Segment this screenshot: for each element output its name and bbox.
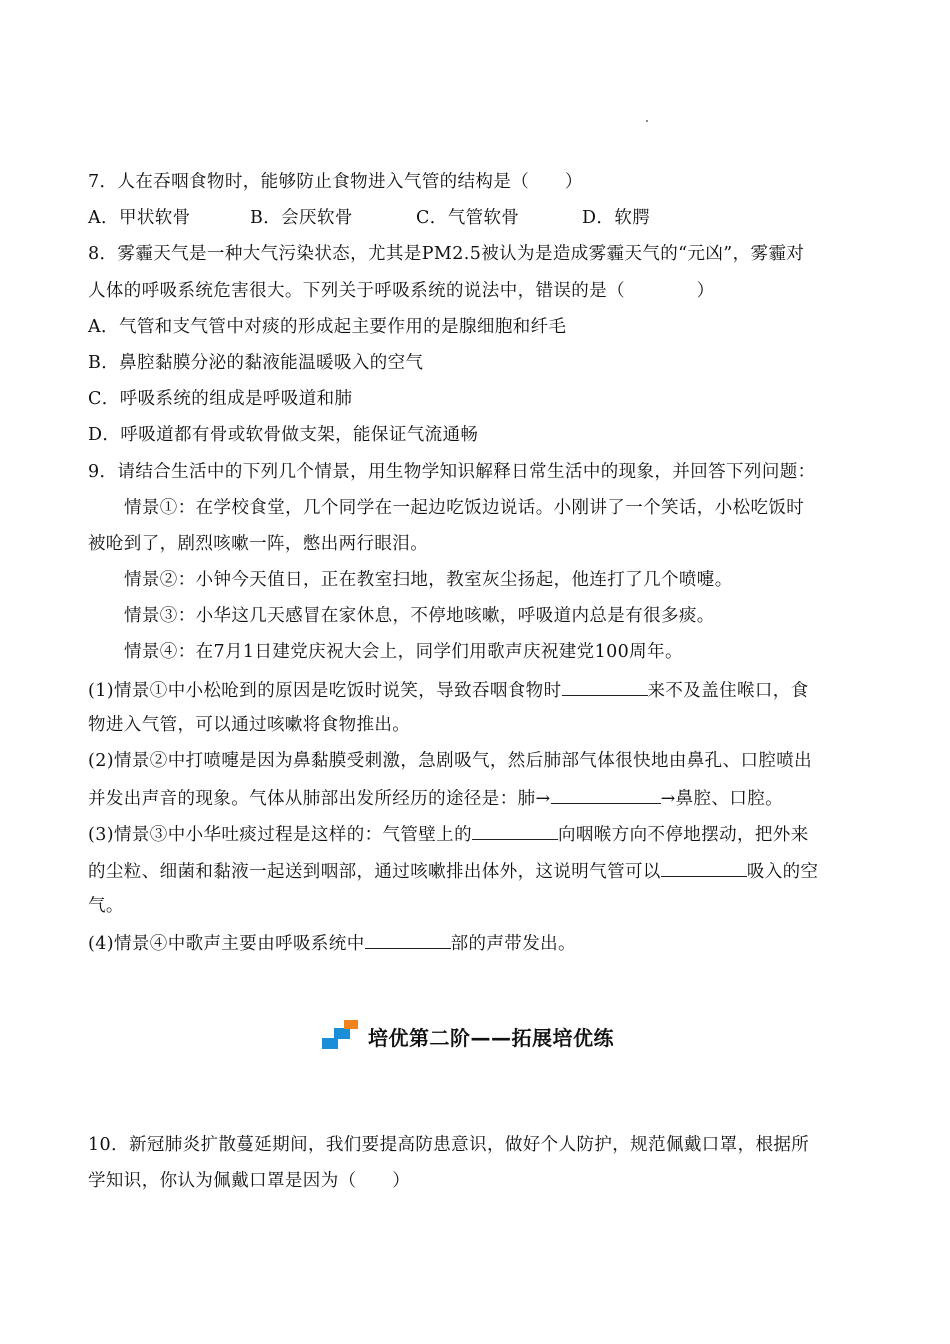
- q9-part1-text-b: 来不及盖住喉口，食: [647, 681, 809, 701]
- q9-part3-text-a: (3)情景③中小华吐痰过程是这样的：气管壁上的: [88, 825, 472, 845]
- q9-scene1-line2: 被呛到了，剧烈咳嗽一阵，憋出两行眼泪。: [88, 534, 429, 554]
- q7-option-b: B．会厌软骨: [250, 208, 353, 228]
- q9-scene4: 情景④：在7月1日建党庆祝大会上，同学们用歌声庆祝建党100周年。: [124, 642, 683, 662]
- q8-option-d: D．呼吸道都有骨或软骨做支架，能保证气流通畅: [88, 425, 479, 445]
- answer-blank-1[interactable]: [562, 677, 648, 696]
- q9-scene1-line1: 情景①：在学校食堂，几个同学在一起边吃饭边说话。小刚讲了一个笑话，小松吃饭时: [124, 498, 805, 518]
- q9-part4-text-a: (4)情景④中歌声主要由呼吸系统中: [88, 934, 365, 954]
- q10-stem-line1: 10．新冠肺炎扩散蔓延期间，我们要提高防患意识，做好个人防护，规范佩戴口罩，根据所: [88, 1135, 810, 1155]
- q8-option-a: A．气管和支气管中对痰的形成起主要作用的是腺细胞和纤毛: [88, 317, 567, 337]
- q7-option-a: A．甲状软骨: [88, 208, 191, 228]
- section-logo-icon: [322, 1018, 360, 1054]
- q9-part2-text-b: →鼻腔、口腔。: [660, 789, 784, 809]
- section-title: 培优第二阶——拓展培优练: [368, 1025, 614, 1050]
- q7-option-c: C．气管软骨: [416, 208, 520, 228]
- answer-blank-3[interactable]: [472, 821, 558, 840]
- q9-part3-text-b: 向咽喉方向不停地摆动，把外来: [558, 825, 809, 845]
- section-header: [322, 1016, 614, 1056]
- q9-part3-text-c: 的尘粒、细菌和黏液一起送到咽部，通过咳嗽排出体外，这说明气管可以: [88, 862, 661, 882]
- q9-part2-line1: (2)情景②中打喷嚏是因为鼻黏膜受刺激，急剧吸气，然后肺部气体很快地由鼻孔、口腔喷出: [88, 751, 813, 771]
- q9-intro: 9．请结合生活中的下列几个情景，用生物学知识解释日常生活中的现象，并回答下列问题：: [88, 462, 816, 482]
- q7-stem: 7．人在吞咽食物时，能够防止食物进入气管的结构是（ ）: [88, 172, 583, 192]
- q8-stem-line1: 8．雾霾天气是一种大气污染状态，尤其是PM2.5被认为是造成雾霾天气的“元凶”，雾霾对: [88, 244, 805, 264]
- q9-part3-line1: [88, 821, 890, 847]
- q9-scene2: 情景②：小钟今天值日，正在教室扫地，教室灰尘扬起，他连打了几个喷嚏。: [124, 570, 733, 590]
- answer-blank-4[interactable]: [661, 858, 747, 877]
- q9-part4-text-b: 部的声带发出。: [450, 934, 576, 954]
- q7-options: [88, 206, 890, 230]
- stray-dot: [646, 120, 648, 122]
- q9-part1-line1: [88, 677, 890, 703]
- q9-part2-line2: [88, 785, 890, 811]
- q9-part1-text-a: (1)情景①中小松呛到的原因是吃饭时说笑，导致吞咽食物时: [88, 681, 562, 701]
- answer-blank-5[interactable]: [365, 930, 451, 949]
- q9-part3-text-d: 吸入的空: [746, 862, 819, 882]
- q7-option-d: D．软腭: [582, 208, 651, 228]
- q10-stem-line2: 学知识，你认为佩戴口罩是因为（ ）: [88, 1171, 411, 1191]
- q9-part3-line2: [88, 858, 890, 884]
- q9-scene3: 情景③：小华这几天感冒在家休息，不停地咳嗽，呼吸道内总是有很多痰。: [124, 606, 715, 626]
- q8-option-c: C．呼吸系统的组成是呼吸道和肺: [88, 389, 353, 409]
- q9-part4: [88, 930, 890, 956]
- q9-part1-line2: 物进入气管，可以通过咳嗽将食物推出。: [88, 715, 411, 735]
- q9-part3-line3: 气。: [88, 896, 124, 916]
- q8-stem-line2: 人体的呼吸系统危害很大。下列关于呼吸系统的说法中，错误的是（ ）: [88, 281, 715, 301]
- q8-option-b: B．鼻腔黏膜分泌的黏液能温暖吸入的空气: [88, 353, 424, 373]
- answer-blank-2[interactable]: [551, 785, 661, 804]
- q9-part2-text-a: 并发出声音的现象。气体从肺部出发所经历的途径是：肺→: [88, 789, 551, 809]
